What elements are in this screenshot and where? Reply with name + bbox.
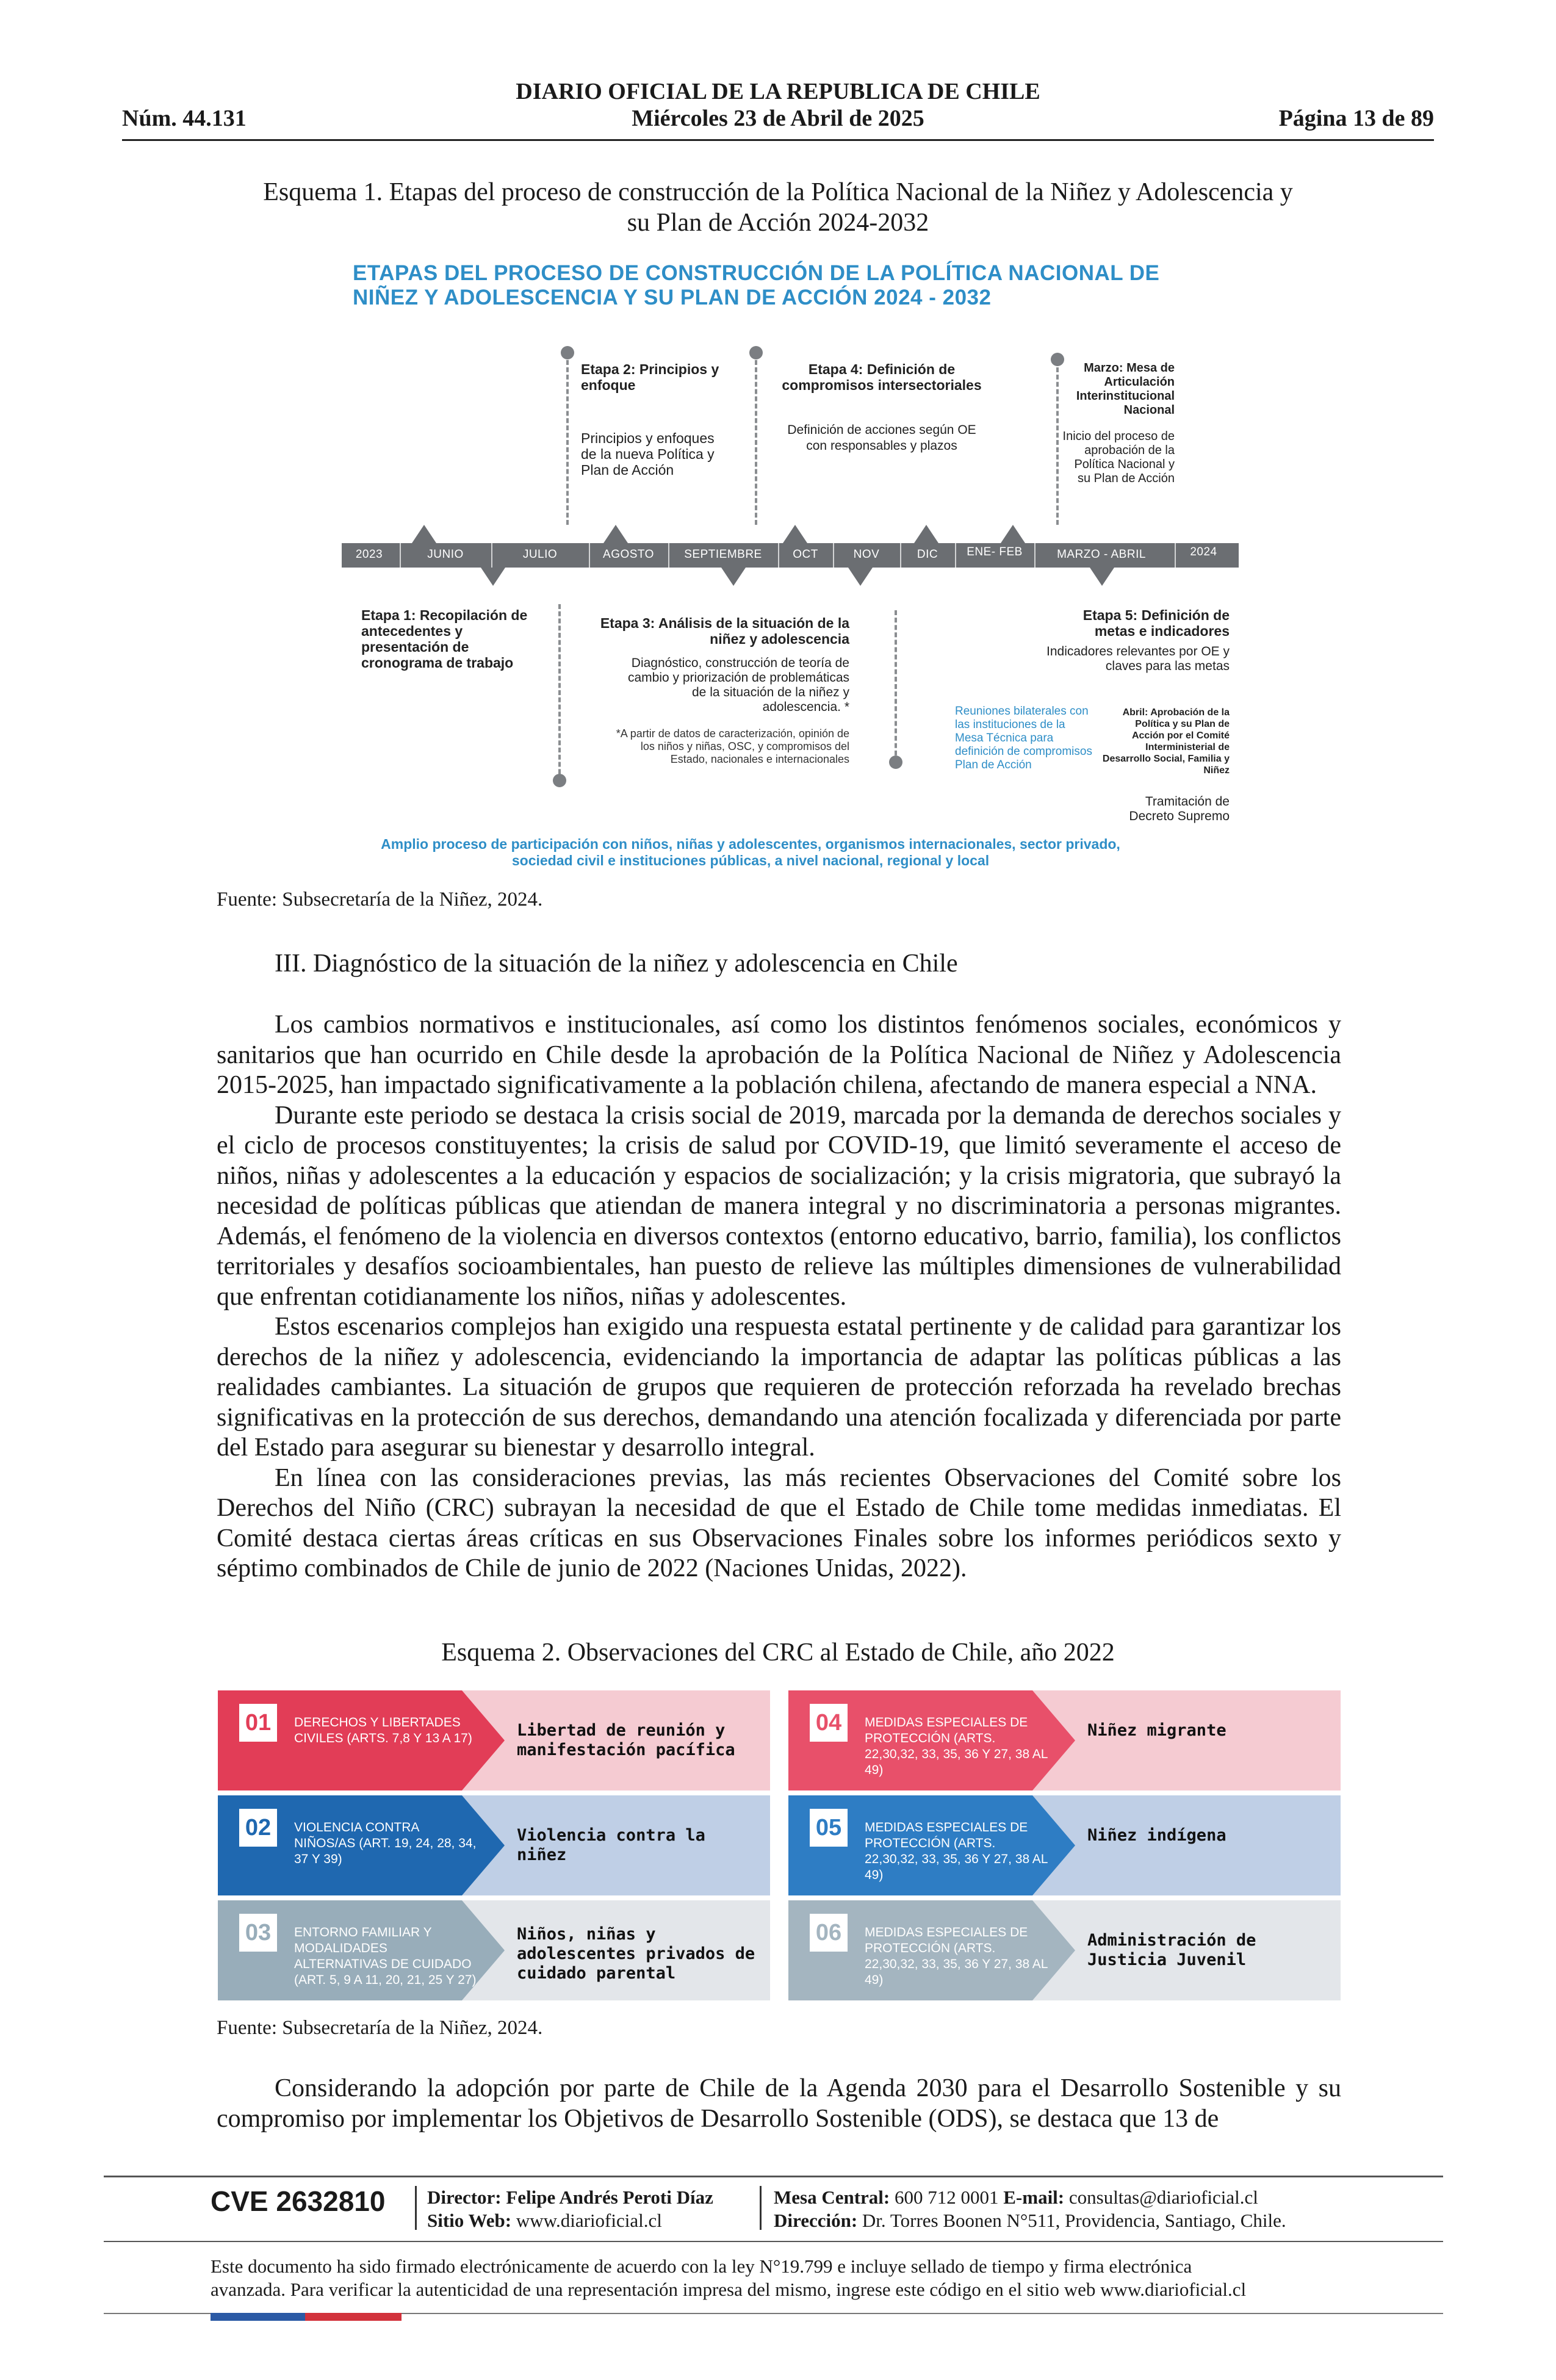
header-rule [122,139,1434,141]
legal-notice [211,2255,1352,2301]
etapa5-text: Indicadores relevantes por OE y claves para las metas [1046,644,1230,673]
figure1-title-line2: NIÑEZ Y ADOLESCENCIA Y SU PLAN DE ACCIÓN 2024 - 2032 [353,286,992,309]
etapa5-connector [895,610,897,763]
tramitacion-note: Tramitación de Decreto Supremo [1129,795,1230,823]
closing-paragraph [217,2074,1341,2134]
etapa4-connector [755,360,757,525]
marzo-text: Inicio del proceso de aprobación de la Política Nacional y su Plan de Acción [1062,430,1175,485]
crc-observation: Libertad de reunión y manifestación pacífica [517,1721,735,1759]
footer-col-director [427,2186,713,2232]
closing-text: Considerando la adopción por parte de Chile de la Agenda 2030 para el Desarrollo Sostenible y su compromiso por implementar los Objetivos de Desarrollo Sostenible (ODS), se destaca que 13 de [217,2074,1341,2133]
timeline-junio: JUNIO [427,548,464,561]
legal-line1: Este documento ha sido firmado electrónicamente de acuerdo con la ley N°19.799 e incluye sellado de tiempo y firma electrónica [211,2256,1192,2277]
crc-row-05 [788,1795,1341,1895]
timeline-oct: OCT [793,548,818,561]
web-label: Sitio Web: [427,2210,512,2231]
web-link[interactable]: www.diarioficial.cl [516,2210,662,2231]
crc-category: MEDIDAS ESPECIALES DE PROTECCIÓN (ARTS. 22,30,32, 33, 35, 36 Y 27, 38 AL 49) [865,1715,1048,1777]
paragraph-4: En línea con las consideraciones previas, las más recientes Observaciones del Comité sobre los Derechos del Niño (CRC) subrayan la necesidad de que el Estado de Chile tome medidas inmediatas. El Comité destaca ciertas áreas críticas en sus Observaciones Finales sobre los informes periódicos sexto y séptimo combinados de Chile de junio de 2022 (Naciones Unidas, 2022). [217,1463,1341,1582]
participacion-note: Amplio proceso de participación con niños, niñas y adolescentes, organismos internacionales, sector privado, sociedad civil e instituciones públicas, a nivel nacional, regional y local [381,836,1120,868]
marker-nov [848,568,873,586]
timeline-nov: NOV [853,548,880,561]
crc-row-01 [218,1690,770,1790]
etapa2-text: Principios y enfoques de la nueva Política y Plan de Acción [581,430,715,478]
figure2-crc-observations [218,1690,1341,2002]
legal-line2: avanzada. Para verificar la autenticidad de una representación impresa del mismo, ingrese este código en el sitio web www.diarioficial.cl [211,2279,1247,2300]
etapa3-text: Diagnóstico, construcción de teoría de cambio y priorización de problemáticas de la situación de la niñez y adolescencia. * [628,656,849,714]
timeline-dic: DIC [917,548,938,561]
director-name: Felipe Andrés Peroti Díaz [506,2187,713,2208]
marker-ene-feb [1001,525,1025,543]
address-label: Dirección: [774,2210,858,2231]
crc-observation: Administración de Justicia Juvenil [1087,1931,1256,1969]
crc-row-02 [218,1795,770,1895]
crc-category: MEDIDAS ESPECIALES DE PROTECCIÓN (ARTS. 22,30,32, 33, 35, 36 Y 27, 38 AL 49) [865,1820,1048,1882]
flag-stripe-red [305,2313,402,2321]
crc-number: 05 [815,1815,842,1841]
etapa3-note: *A partir de datos de caracterización, opinión de los niños y niñas, OSC, y compromisos del Estado, nacionales e internacionales [616,727,849,765]
crc-number: 06 [815,1920,842,1945]
etapa4-text: Definición de acciones según OE con responsables y plazos [787,423,976,453]
paragraph-2: Durante este periodo se destaca la crisis social de 2019, marcada por la demanda de derechos sociales y el ciclo de procesos constituyentes; la crisis de salud por COVID-19, que limitó severamente el acceso de niños, niñas y adolescentes a la educación y espacios de socialización; y la crisis migratoria, que subrayó la necesidad de políticas públicas que atiendan de manera integral y no discriminatoria a personas migrantes. Además, el fenómeno de la violencia en diversos contextos (entorno educativo, barrio, familia), los conflictos territoriales y desafíos socioambientales, han puesto de relieve las múltiples dimensiones de vulnerabilidad que enfrentan cotidianamente los niños, niñas y adolescentes. [217,1101,1341,1311]
crc-category: MEDIDAS ESPECIALES DE PROTECCIÓN (ARTS. 22,30,32, 33, 35, 36 Y 27, 38 AL 49) [865,1925,1048,1987]
marker-agosto [603,525,628,543]
marzo-connector [1056,367,1059,525]
crc-number: 04 [815,1710,842,1736]
etapa4-dot [749,346,763,359]
footer-divider [760,2186,762,2230]
flag-stripe-blue [211,2313,305,2321]
etapa2-title: Etapa 2: Principios y enfoque [581,361,719,393]
timeline-agosto: AGOSTO [603,548,654,561]
figure2-caption: Esquema 2. Observaciones del CRC al Estado de Chile, año 2022 [441,1639,1115,1667]
marker-dic [914,525,938,543]
crc-number: 02 [245,1815,272,1841]
etapa5-title: Etapa 5: Definición de metas e indicadores [1082,607,1230,639]
crc-observation: Violencia contra la niñez [517,1826,705,1864]
figure1-source: Fuente: Subsecretaría de la Niñez, 2024. [217,889,543,911]
timeline-2023: 2023 [355,548,383,561]
figure1-caption-line1: Esquema 1. Etapas del proceso de construcción de la Política Nacional de la Niñez y Adolescencia y [263,178,1293,206]
marzo-dot [1051,353,1064,366]
footer-mid-rule [104,2241,1443,2242]
timeline-julio: JULIO [522,548,558,561]
crc-number: 03 [245,1920,272,1945]
marker-julio [481,568,505,586]
page-number: Página 13 de 89 [1278,106,1434,131]
reuniones-note: Reuniones bilaterales con las instituciones de la Mesa Técnica para definición de compromisos Plan de Acción [955,705,1092,771]
cve-code: CVE 2632810 [211,2185,386,2217]
footer-top-rule [104,2176,1443,2177]
mesa-label: Mesa Central: [774,2187,890,2208]
etapa4-title: Etapa 4: Definición de compromisos intersectoriales [782,361,982,393]
marzo-title: Marzo: Mesa de Articulación Interinstitucional Nacional [1076,361,1175,417]
etapa2-connector [566,360,569,525]
address-text: Dr. Torres Boonen N°511, Providencia, Santiago, Chile. [862,2210,1286,2231]
email-label: E-mail: [1003,2187,1065,2208]
paragraph-3: Estos escenarios complejos han exigido una respuesta estatal pertinente y de calidad para garantizar los derechos de la niñez y adolescencia, evidenciando la importancia de adaptar las políticas públicas a las realidades cambiantes. La situación de grupos que requieren de protección reforzada ha revelado brechas significativas en la protección de sus derechos, demandando una atención focalizada y diferenciada por parte del Estado para asegurar su bienestar y desarrollo integral. [217,1313,1341,1462]
figure1-caption-line2: su Plan de Acción 2024-2032 [627,209,929,237]
issue-date: Miércoles 23 de Abril de 2025 [632,106,924,131]
crc-observation: Niñez migrante [1087,1721,1226,1740]
etapa2-dot [561,346,574,359]
timeline-2024: 2024 [1190,546,1217,558]
director-label: Director: [427,2187,502,2208]
timeline-marzo-abril: MARZO - ABRIL [1057,548,1146,561]
mesa-phone: 600 712 0001 [895,2187,999,2208]
etapa1-title: Etapa 1: Recopilación de antecedentes y presentación de cronograma de trabajo [361,607,528,671]
section-heading: III. Diagnóstico de la situación de la niñez y adolescencia en Chile [275,950,958,978]
crc-category: VIOLENCIA CONTRA NIÑOS/AS (ART. 19, 24, 28, 34, 37 Y 39) [294,1820,477,1866]
issue-number: Núm. 44.131 [122,106,247,131]
timeline-ene-feb: ENE- FEB [967,546,1023,558]
crc-category: DERECHOS Y LIBERTADES CIVILES (ARTS. 7,8 Y 13 A 17) [294,1715,472,1745]
timeline-septiembre: SEPTIEMBRE [684,548,762,561]
figure1-title [353,261,1237,310]
crc-observation: Niños, niñas y adolescentes privados de cuidado parental [517,1925,755,1983]
figure1-title-line1: ETAPAS DEL PROCESO DE CONSTRUCCIÓN DE LA POLÍTICA NACIONAL DE [353,261,1160,285]
gazette-title: DIARIO OFICIAL DE LA REPUBLICA DE CHILE [516,79,1040,104]
etapa3-connector-left [558,604,561,781]
email-link[interactable]: consultas@diarioficial.cl [1068,2187,1258,2208]
figure2-source: Fuente: Subsecretaría de la Niñez, 2024. [217,2017,543,2039]
crc-number: 01 [245,1710,272,1736]
section-body [217,1010,1341,1584]
figure1-timeline-diagram [342,256,1245,873]
marker-junio [412,525,436,543]
etapa3-title: Etapa 3: Análisis de la situación de la niñez y adolescencia [600,615,849,647]
etapa3-dot [553,774,566,787]
etapa5-dot [889,755,902,769]
crc-row-03 [218,1900,770,2000]
abril-note: Abril: Aprobación de la Política y su Plan de Acción por el Comité Interministerial de Desarrollo Social, Familia y Niñez [1102,707,1230,776]
footer-divider [415,2186,417,2230]
crc-row-04 [788,1690,1341,1790]
crc-category: ENTORNO FAMILIAR Y MODALIDADES ALTERNATIVAS DE CUIDADO (ART. 5, 9 A 11, 20, 21, 25 Y 27) [294,1925,477,1987]
paragraph-1: Los cambios normativos e institucionales, así como los distintos fenómenos sociales, económicos y sanitarios que han ocurrido en Chile desde la aprobación de la Política Nacional de Niñez y Adolescencia 2015-2025, han impactado significativamente a la población chilena, afectando de manera especial a NNA. [217,1011,1341,1099]
crc-row-06 [788,1900,1341,2000]
marker-marzo-abril [1090,568,1114,586]
marker-oct [783,525,807,543]
footer-col-contact [774,2186,1286,2232]
marker-septiembre [721,568,746,586]
crc-observation: Niñez indígena [1087,1826,1226,1845]
